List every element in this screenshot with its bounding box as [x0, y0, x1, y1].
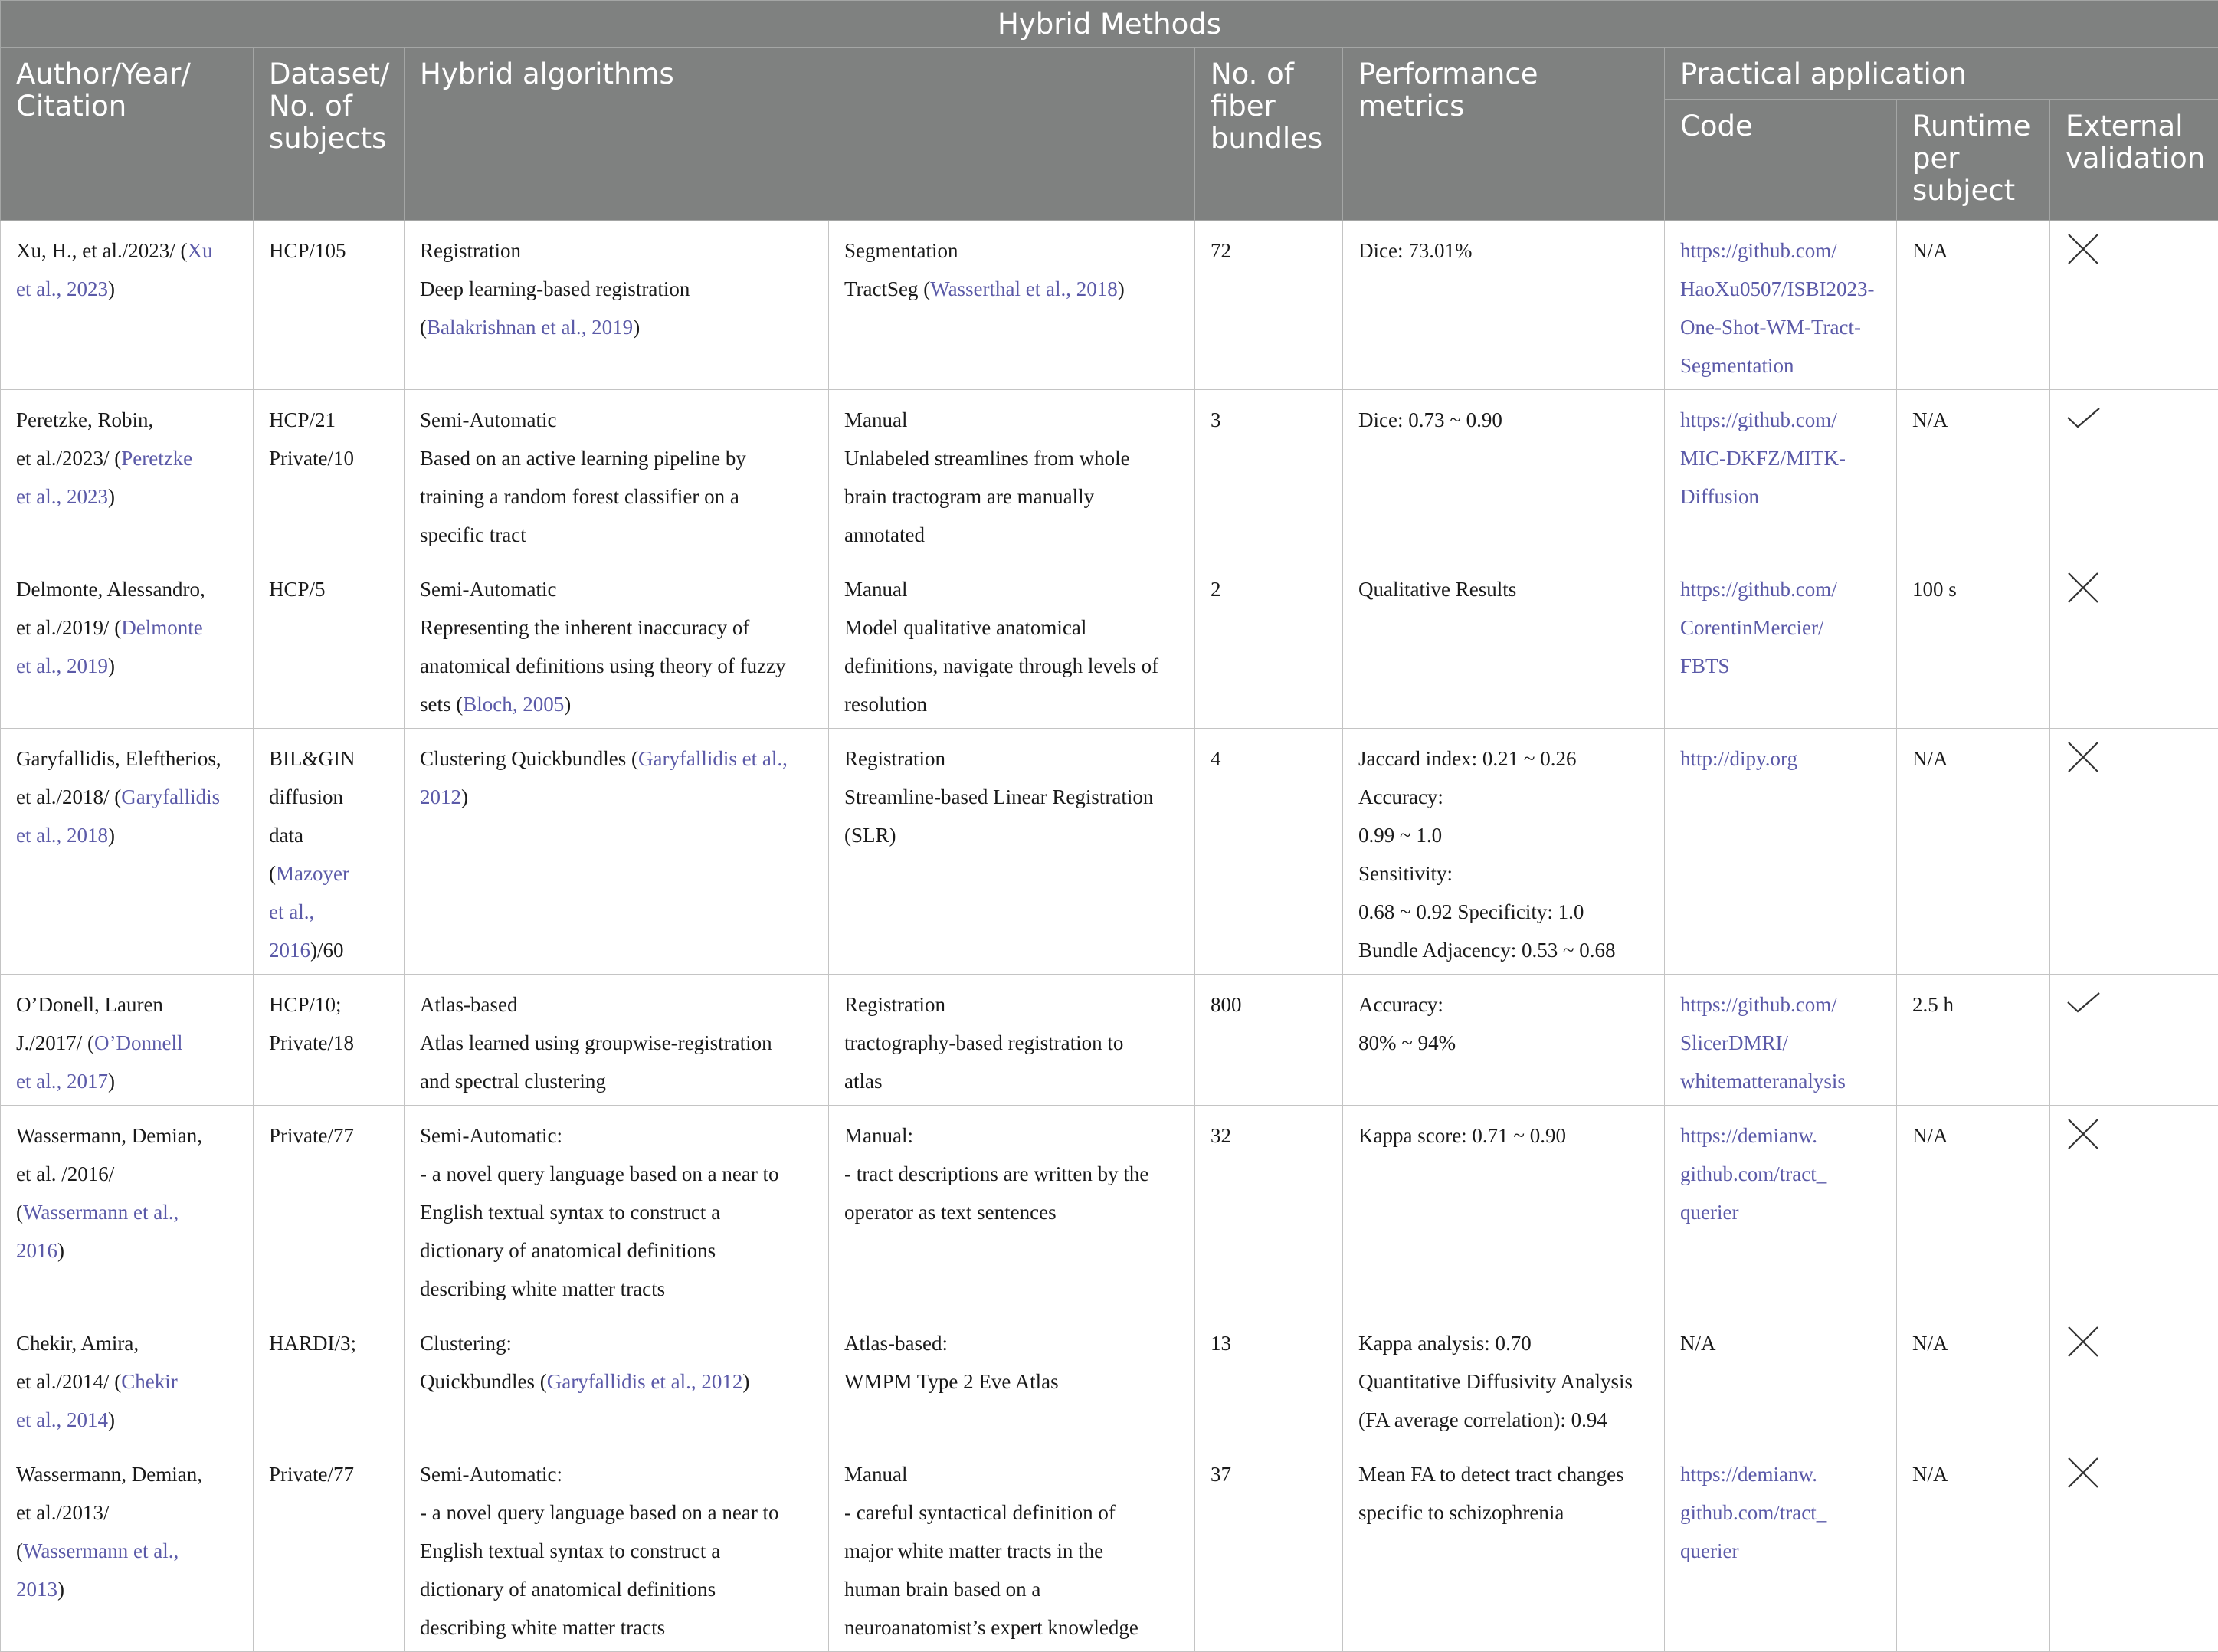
- cell-text: Mean FA to detect tract changes: [1358, 1463, 1624, 1486]
- cell-algorithm-1: [405, 729, 829, 975]
- citation-link[interactable]: 2016: [16, 1239, 57, 1262]
- cell-algorithm-1: [405, 221, 829, 390]
- cell-runtime: [1897, 975, 2050, 1106]
- cell-text: Atlas-based: [420, 993, 517, 1016]
- code-link-line: https://demianw.: [1680, 1455, 1882, 1493]
- fiber-bundles-value: 37: [1211, 1463, 1231, 1486]
- cell-text: Based on an active learning pipeline by: [420, 447, 746, 470]
- cell-runtime: [1897, 390, 2050, 559]
- citation-link[interactable]: Peretzke: [121, 447, 192, 470]
- citation-link[interactable]: et al., 2023: [16, 485, 108, 508]
- cell-text: ): [108, 824, 115, 847]
- table-title: Hybrid Methods: [1, 1, 2218, 48]
- cell-validation: [2050, 1444, 2218, 1652]
- cell-text: - a novel query language based on a near to: [420, 1162, 779, 1185]
- cell-author: [1, 1313, 254, 1444]
- cell-text: et al./2023/ (: [16, 447, 121, 470]
- cell-text: neuroanatomist’s expert knowledge: [844, 1616, 1138, 1639]
- cell-algorithm-1: [405, 559, 829, 729]
- table-row: [1, 1313, 2218, 1444]
- cell-text: Delmonte, Alessandro,: [16, 578, 205, 601]
- cell-text: Quantitative Diffusivity Analysis: [1358, 1370, 1633, 1393]
- cell-runtime: [1897, 221, 2050, 390]
- cell-dataset: [254, 221, 405, 390]
- cell-text: training a random forest classifier on a: [420, 485, 739, 508]
- cell-text: Registration: [844, 747, 945, 770]
- cell-text: et al./2014/ (: [16, 1370, 121, 1393]
- header-performance-metrics: Performance metrics: [1343, 48, 1665, 221]
- cell-text: ): [461, 785, 468, 808]
- cell-text: dictionary of anatomical definitions: [420, 1239, 716, 1262]
- cell-metrics: [1343, 1444, 1665, 1652]
- cell-runtime: [1897, 729, 2050, 975]
- code-repo-link[interactable]: [1680, 739, 1882, 778]
- cell-author: [1, 221, 254, 390]
- cell-code: [1665, 975, 1897, 1106]
- runtime-value: N/A: [1912, 239, 1948, 262]
- cell-code: [1665, 221, 1897, 390]
- citation-link[interactable]: Wassermann et al.,: [23, 1201, 179, 1224]
- cell-text: 80% ~ 94%: [1358, 1031, 1456, 1054]
- code-value: N/A: [1680, 1332, 1716, 1355]
- cell-code: [1665, 729, 1897, 975]
- cell-text: Private/77: [269, 1124, 354, 1147]
- cell-text: sets (: [420, 693, 463, 716]
- table-row: [1, 1106, 2218, 1313]
- runtime-value: N/A: [1912, 1463, 1948, 1486]
- cell-algorithm-2: [829, 390, 1195, 559]
- citation-link[interactable]: 2012: [420, 785, 461, 808]
- cell-text: Clustering:: [420, 1332, 512, 1355]
- cell-validation: [2050, 559, 2218, 729]
- code-repo-link[interactable]: [1680, 401, 1882, 516]
- cell-text: Peretzke, Robin,: [16, 408, 153, 431]
- cell-text: ): [564, 693, 571, 716]
- cell-text: (SLR): [844, 824, 896, 847]
- cell-text: human brain based on a: [844, 1578, 1040, 1601]
- runtime-value: N/A: [1912, 747, 1948, 770]
- citation-link[interactable]: Delmonte: [121, 616, 202, 639]
- cell-author: [1, 729, 254, 975]
- cell-text: J./2017/ (: [16, 1031, 94, 1054]
- cell-text: HCP/10;: [269, 993, 342, 1016]
- citation-link[interactable]: et al.,: [269, 900, 314, 923]
- cell-algorithm-1: [405, 1106, 829, 1313]
- cell-fiber-bundles: [1195, 221, 1343, 390]
- code-link-line: https://github.com/: [1680, 985, 1882, 1024]
- cell-runtime: [1897, 1313, 2050, 1444]
- cell-text: ): [633, 316, 640, 339]
- cell-text: specific tract: [420, 523, 526, 546]
- cell-text: Sensitivity:: [1358, 862, 1453, 885]
- cell-text: Semi-Automatic: [420, 408, 556, 431]
- cell-text: Bundle Adjacency: 0.53 ~ 0.68: [1358, 939, 1616, 962]
- cell-text: HCP/5: [269, 578, 326, 601]
- cell-algorithm-1: [405, 390, 829, 559]
- cell-fiber-bundles: [1195, 1313, 1343, 1444]
- cross-icon: [2066, 1455, 2101, 1490]
- cell-text: HARDI/3;: [269, 1332, 356, 1355]
- cell-text: ): [1118, 277, 1125, 300]
- cell-validation: [2050, 221, 2218, 390]
- cell-fiber-bundles: [1195, 390, 1343, 559]
- cell-text: HCP/21: [269, 408, 336, 431]
- citation-link[interactable]: 2013: [16, 1578, 57, 1601]
- cell-author: [1, 559, 254, 729]
- cell-text: et al./2013/: [16, 1501, 109, 1524]
- citation-link[interactable]: et al., 2018: [16, 824, 108, 847]
- cell-text: Private/10: [269, 447, 354, 470]
- cell-dataset: [254, 390, 405, 559]
- cell-text: HCP/105: [269, 239, 346, 262]
- citation-link[interactable]: et al., 2014: [16, 1408, 108, 1431]
- cell-text: major white matter tracts in the: [844, 1539, 1103, 1562]
- cell-text: Accuracy:: [1358, 993, 1443, 1016]
- cell-text: BIL&GIN: [269, 747, 355, 770]
- cross-icon: [2066, 231, 2101, 267]
- cell-algorithm-2: [829, 559, 1195, 729]
- cell-text: 0.68 ~ 0.92 Specificity: 1.0: [1358, 900, 1584, 923]
- cell-text: Garyfallidis, Eleftherios,: [16, 747, 221, 770]
- cell-algorithm-1: [405, 1444, 829, 1652]
- cell-text: data: [269, 824, 303, 847]
- cell-text: ): [108, 654, 115, 677]
- citation-link[interactable]: Xu: [187, 239, 212, 262]
- cell-metrics: [1343, 975, 1665, 1106]
- citation-link[interactable]: Chekir: [121, 1370, 178, 1393]
- cell-text: specific to schizophrenia: [1358, 1501, 1564, 1524]
- citation-link[interactable]: Bloch, 2005: [463, 693, 564, 716]
- citation-link[interactable]: et al., 2019: [16, 654, 108, 677]
- cell-runtime: [1897, 1444, 2050, 1652]
- code-link-line: Segmentation: [1680, 346, 1882, 385]
- cell-code: [1665, 390, 1897, 559]
- cell-validation: [2050, 975, 2218, 1106]
- cell-fiber-bundles: [1195, 729, 1343, 975]
- header-external-validation: External validation: [2050, 100, 2218, 221]
- code-repo-link[interactable]: [1680, 1116, 1882, 1231]
- table-row: [1, 975, 2218, 1106]
- cell-text: Semi-Automatic: [420, 578, 556, 601]
- table-row: [1, 221, 2218, 390]
- cell-metrics: [1343, 1106, 1665, 1313]
- citation-link[interactable]: Mazoyer: [276, 862, 349, 885]
- code-link-line: https://demianw.: [1680, 1116, 1882, 1155]
- citation-link[interactable]: 2016: [269, 939, 310, 962]
- runtime-value: 2.5 h: [1912, 993, 1954, 1016]
- cell-text: Wassermann, Demian,: [16, 1124, 202, 1147]
- cell-text: Deep learning-based registration: [420, 277, 690, 300]
- cell-validation: [2050, 1106, 2218, 1313]
- code-link-line: github.com/tract_: [1680, 1155, 1882, 1193]
- cell-algorithm-2: [829, 221, 1195, 390]
- cell-text: - careful syntactical definition of: [844, 1501, 1116, 1524]
- fiber-bundles-value: 13: [1211, 1332, 1231, 1355]
- cell-fiber-bundles: [1195, 1106, 1343, 1313]
- code-link-line: CorentinMercier/: [1680, 608, 1882, 647]
- cell-text: - a novel query language based on a near to: [420, 1501, 779, 1524]
- code-link-line: MIC-DKFZ/MITK-: [1680, 439, 1882, 477]
- cell-text: Clustering Quickbundles (: [420, 747, 638, 770]
- cell-text: Private/18: [269, 1031, 354, 1054]
- runtime-value: 100 s: [1912, 578, 1957, 601]
- cell-text: Kappa score: 0.71 ~ 0.90: [1358, 1124, 1566, 1147]
- cell-text: Representing the inherent inaccuracy of: [420, 616, 749, 639]
- citation-link[interactable]: Garyfallidis et al.,: [638, 747, 788, 770]
- cell-text: Kappa analysis: 0.70: [1358, 1332, 1532, 1355]
- cell-text: definitions, navigate through levels of: [844, 654, 1158, 677]
- cell-text: ): [742, 1370, 749, 1393]
- check-icon: [2066, 985, 2101, 1021]
- cell-dataset: [254, 1106, 405, 1313]
- code-link-line: https://github.com/: [1680, 231, 1882, 270]
- cell-text: et al. /2016/: [16, 1162, 114, 1185]
- cell-text: annotated: [844, 523, 925, 546]
- cell-text: ): [108, 1408, 115, 1431]
- cell-text: Manual: [844, 408, 907, 431]
- table-row: [1, 559, 2218, 729]
- cell-text: Registration: [420, 239, 521, 262]
- runtime-value: N/A: [1912, 1332, 1948, 1355]
- table-row: [1, 729, 2218, 975]
- runtime-value: N/A: [1912, 1124, 1948, 1147]
- code-link-line: SlicerDMRI/: [1680, 1024, 1882, 1062]
- cell-algorithm-2: [829, 975, 1195, 1106]
- cell-text: Manual:: [844, 1124, 913, 1147]
- code-repo-link[interactable]: [1680, 570, 1882, 685]
- cell-text: Registration: [844, 993, 945, 1016]
- cell-text: - tract descriptions are written by the: [844, 1162, 1148, 1185]
- cell-text: English textual syntax to construct a: [420, 1201, 720, 1224]
- cell-dataset: [254, 975, 405, 1106]
- check-icon: [2066, 401, 2101, 436]
- code-repo-link[interactable]: [1680, 231, 1882, 385]
- cell-text: et al./2018/ (: [16, 785, 121, 808]
- cell-fiber-bundles: [1195, 559, 1343, 729]
- code-link-line: whitematteranalysis: [1680, 1062, 1882, 1100]
- cross-icon: [2066, 1324, 2101, 1359]
- code-link-line: https://github.com/: [1680, 570, 1882, 608]
- fiber-bundles-value: 2: [1211, 578, 1221, 601]
- cell-algorithm-2: [829, 729, 1195, 975]
- cell-text: WMPM Type 2 Eve Atlas: [844, 1370, 1059, 1393]
- cell-text: Semi-Automatic:: [420, 1463, 562, 1486]
- cell-author: [1, 390, 254, 559]
- cell-text: Manual: [844, 578, 907, 601]
- cell-text: 0.99 ~ 1.0: [1358, 824, 1442, 847]
- citation-link[interactable]: Garyfallidis et al., 2012: [547, 1370, 743, 1393]
- cell-text: (: [420, 316, 427, 339]
- cell-text: anatomical definitions using theory of fuzzy: [420, 654, 786, 677]
- cell-validation: [2050, 729, 2218, 975]
- cell-text: Manual: [844, 1463, 907, 1486]
- table-body: [1, 221, 2218, 1652]
- cell-text: Atlas-based:: [844, 1332, 948, 1355]
- fiber-bundles-value: 72: [1211, 239, 1231, 262]
- cell-text: diffusion: [269, 785, 343, 808]
- cell-text: Jaccard index: 0.21 ~ 0.26: [1358, 747, 1577, 770]
- cell-text: Segmentation: [844, 239, 958, 262]
- cell-metrics: [1343, 729, 1665, 975]
- cell-code: [1665, 1444, 1897, 1652]
- cell-text: Atlas learned using groupwise-registration: [420, 1031, 772, 1054]
- citation-link[interactable]: et al., 2017: [16, 1070, 108, 1093]
- cell-dataset: [254, 729, 405, 975]
- cell-metrics: [1343, 390, 1665, 559]
- cell-metrics: [1343, 1313, 1665, 1444]
- citation-link[interactable]: Balakrishnan et al., 2019: [427, 316, 633, 339]
- cell-text: ): [108, 1070, 115, 1093]
- cell-text: ): [57, 1239, 64, 1262]
- cell-algorithm-2: [829, 1106, 1195, 1313]
- cell-text: O’Donell, Lauren: [16, 993, 163, 1016]
- header-dataset: Dataset/ No. of subjects: [254, 48, 405, 221]
- citation-link[interactable]: Garyfallidis: [121, 785, 220, 808]
- cell-dataset: [254, 1313, 405, 1444]
- code-link-line: http://dipy.org: [1680, 739, 1882, 778]
- cell-code: [1665, 1106, 1897, 1313]
- cross-icon: [2066, 1116, 2101, 1152]
- cell-author: [1, 1106, 254, 1313]
- cell-text: Dice: 0.73 ~ 0.90: [1358, 408, 1502, 431]
- cell-validation: [2050, 390, 2218, 559]
- cell-text: operator as text sentences: [844, 1201, 1057, 1224]
- cell-text: dictionary of anatomical definitions: [420, 1578, 716, 1601]
- cell-text: Semi-Automatic:: [420, 1124, 562, 1147]
- cell-text: ): [108, 277, 115, 300]
- cell-text: ): [108, 485, 115, 508]
- cell-author: [1, 1444, 254, 1652]
- cell-text: Chekir, Amira,: [16, 1332, 139, 1355]
- cell-text: ): [57, 1578, 64, 1601]
- cell-text: (: [16, 1201, 23, 1224]
- header-author: Author/Year/ Citation: [1, 48, 254, 221]
- cell-validation: [2050, 1313, 2218, 1444]
- table-row: [1, 390, 2218, 559]
- cell-text: Streamline-based Linear Registration: [844, 785, 1153, 808]
- code-link-line: One-Shot-WM-Tract-: [1680, 308, 1882, 346]
- cell-code: [1665, 1313, 1897, 1444]
- fiber-bundles-value: 32: [1211, 1124, 1231, 1147]
- cell-metrics: [1343, 221, 1665, 390]
- code-link-line: HaoXu0507/ISBI2023-: [1680, 270, 1882, 308]
- header-runtime: Runtime per subject: [1897, 100, 2050, 221]
- citation-link[interactable]: O’Donnell: [94, 1031, 182, 1054]
- cell-text: (FA average correlation): 0.94: [1358, 1408, 1607, 1431]
- cell-text: Quickbundles (: [420, 1370, 547, 1393]
- cross-icon: [2066, 739, 2101, 775]
- cell-text: (: [16, 1539, 23, 1562]
- citation-link[interactable]: Wasserthal et al., 2018: [930, 277, 1118, 300]
- cell-algorithm-2: [829, 1444, 1195, 1652]
- cell-text: atlas: [844, 1070, 882, 1093]
- header-hybrid-algorithms: Hybrid algorithms: [405, 48, 1195, 221]
- cell-text: tractography-based registration to: [844, 1031, 1123, 1054]
- cell-author: [1, 975, 254, 1106]
- cell-algorithm-1: [405, 1313, 829, 1444]
- code-link-line: Diffusion: [1680, 477, 1882, 516]
- cell-fiber-bundles: [1195, 975, 1343, 1106]
- cell-text: Model qualitative anatomical: [844, 616, 1086, 639]
- cell-text: et al./2019/ (: [16, 616, 121, 639]
- code-repo-link[interactable]: [1680, 985, 1882, 1100]
- fiber-bundles-value: 800: [1211, 993, 1242, 1016]
- cell-runtime: [1897, 559, 2050, 729]
- cell-text: Accuracy:: [1358, 785, 1443, 808]
- code-link-line: github.com/tract_: [1680, 1493, 1882, 1532]
- cell-dataset: [254, 559, 405, 729]
- code-link-line: https://github.com/: [1680, 401, 1882, 439]
- cell-text: and spectral clustering: [420, 1070, 606, 1093]
- header-code: Code: [1665, 100, 1897, 221]
- cell-algorithm-2: [829, 1313, 1195, 1444]
- cross-icon: [2066, 570, 2101, 605]
- cell-text: resolution: [844, 693, 927, 716]
- cell-text: TractSeg (: [844, 277, 930, 300]
- cell-text: (: [269, 862, 276, 885]
- cell-text: brain tractogram are manually: [844, 485, 1094, 508]
- cell-runtime: [1897, 1106, 2050, 1313]
- cell-dataset: [254, 1444, 405, 1652]
- code-link-line: querier: [1680, 1532, 1882, 1570]
- cell-text: Private/77: [269, 1463, 354, 1486]
- cell-text: )/60: [310, 939, 344, 962]
- runtime-value: N/A: [1912, 408, 1948, 431]
- cell-fiber-bundles: [1195, 1444, 1343, 1652]
- fiber-bundles-value: 4: [1211, 747, 1221, 770]
- code-repo-link[interactable]: [1680, 1455, 1882, 1570]
- citation-link[interactable]: Wassermann et al.,: [23, 1539, 179, 1562]
- cell-text: Xu, H., et al./2023/ (: [16, 239, 187, 262]
- cell-text: Dice: 73.01%: [1358, 239, 1472, 262]
- table-row: [1, 1444, 2218, 1652]
- cell-text: describing white matter tracts: [420, 1616, 665, 1639]
- cell-text: Unlabeled streamlines from whole: [844, 447, 1130, 470]
- cell-text: Qualitative Results: [1358, 578, 1516, 601]
- cell-algorithm-1: [405, 975, 829, 1106]
- cell-metrics: [1343, 559, 1665, 729]
- code-link-line: querier: [1680, 1193, 1882, 1231]
- header-practical-application: Practical application: [1665, 48, 2218, 100]
- header-fiber-bundles: No. of fiber bundles: [1195, 48, 1343, 221]
- cell-code: [1665, 559, 1897, 729]
- cell-text: Wassermann, Demian,: [16, 1463, 202, 1486]
- cell-text: English textual syntax to construct a: [420, 1539, 720, 1562]
- code-link-line: FBTS: [1680, 647, 1882, 685]
- citation-link[interactable]: et al., 2023: [16, 277, 108, 300]
- fiber-bundles-value: 3: [1211, 408, 1221, 431]
- cell-text: describing white matter tracts: [420, 1277, 665, 1300]
